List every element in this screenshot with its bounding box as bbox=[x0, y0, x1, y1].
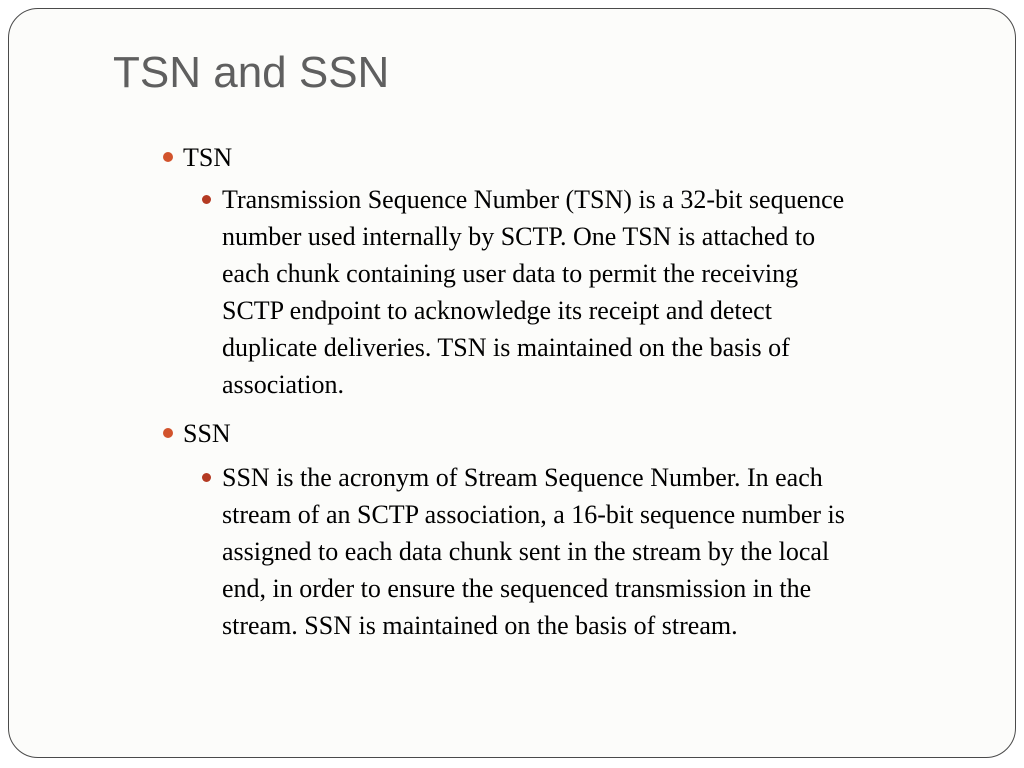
bullet-tsn bbox=[183, 143, 232, 173]
slide bbox=[8, 8, 1016, 758]
sub-bullet-text-tsn: Transmission Sequence Number (TSN) is a 32-bit sequence number used internally by SCTP. One TSN is attached to each chunk containing user data to permit the receiving SCTP endpoint to acknowledge its receipt and detect duplicate deliveries. TSN is maintained on the basis of association. bbox=[222, 185, 845, 399]
sub-bullet-dot-icon bbox=[202, 195, 211, 204]
bullet-heading-ssn: SSN bbox=[183, 419, 231, 448]
slide-title: TSN and SSN bbox=[113, 48, 390, 97]
bullet-dot-icon bbox=[163, 428, 173, 438]
sub-bullet-tsn bbox=[222, 181, 982, 403]
sub-bullet-ssn bbox=[222, 459, 982, 644]
sub-bullet-text-ssn: SSN is the acronym of Stream Sequence Number. In each stream of an SCTP association, a 16-bit sequence number is assigned to each data chunk sent in the stream by the local end, in order to ensure the sequenced transmission in the stream. SSN is maintained on the basis of stream. bbox=[222, 463, 845, 640]
bullet-dot-icon bbox=[163, 152, 173, 162]
bullet-ssn bbox=[183, 419, 231, 449]
bullet-heading-tsn: TSN bbox=[183, 143, 233, 172]
sub-bullet-dot-icon bbox=[202, 473, 211, 482]
